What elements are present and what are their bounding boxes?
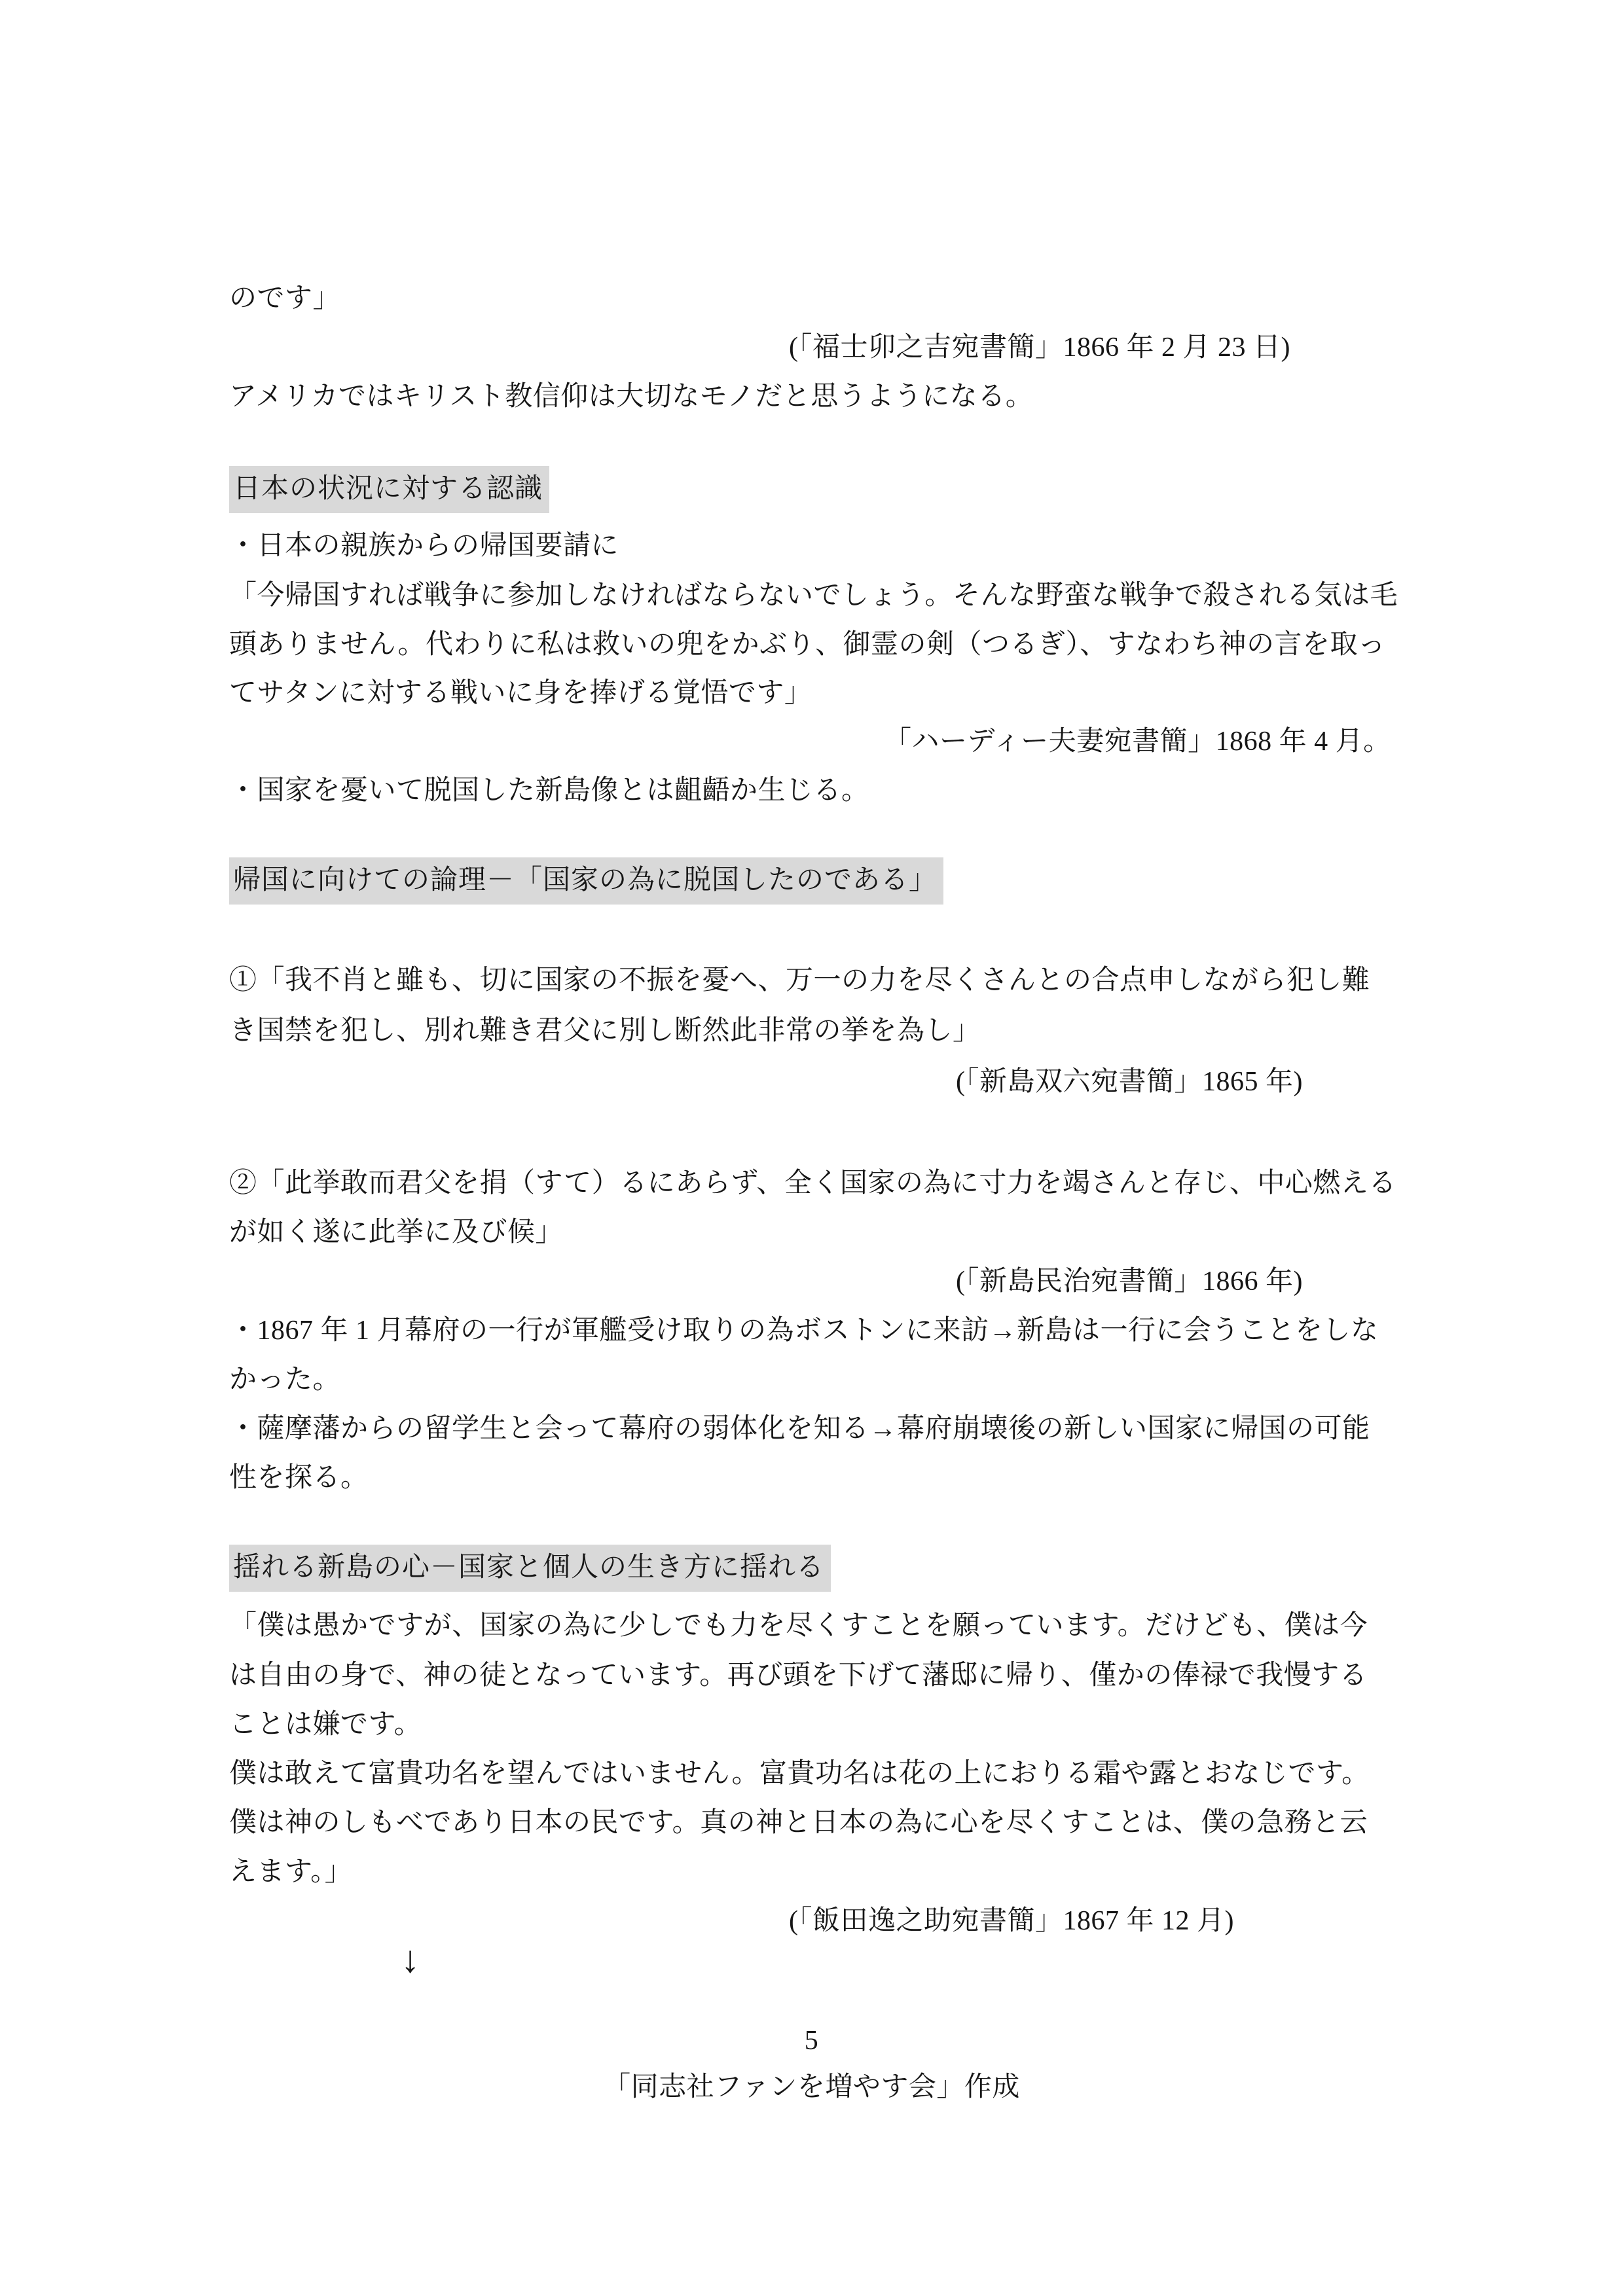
section1-bullet1: ・日本の親族からの帰国要請に — [229, 531, 619, 561]
section1-bullet2: ・国家を憂いて脱国した新島像とは齟齬か生じる。 — [229, 776, 869, 806]
footer-credit: 「同志社ファンを増やす会」作成 — [603, 2072, 1020, 2102]
section3-quote-line4: 僕は敢えて富貴功名を望んではいません。富貴功名は花の上におりる霜や露とおなじです。 — [229, 1759, 1370, 1789]
section2-quote1-line1: ①「我不肖と雖も、切に国家の不振を憂へ、万一の力を尽くさんとの合点申しながら犯し難 — [229, 965, 1370, 996]
down-arrow-icon: ↓ — [401, 1938, 420, 1981]
section2-bullet1-line2: かった。 — [229, 1365, 341, 1395]
section3-quote-line3: ことは嫌です。 — [229, 1710, 422, 1740]
section2-quote1-line2: き国禁を犯し、別れ難き君父に別し断然此非常の挙を為し」 — [229, 1016, 981, 1046]
section3-quote-line1: 「僕は愚かですが、国家の為に少しでも力を尽くすことを願っています。だけども、僕は今 — [229, 1611, 1368, 1641]
citation-tamiharu: (「新島民治宛書簡」1866 年) — [956, 1266, 1303, 1297]
section1-quote-line1: 「今帰国すれば戦争に参加しなければならないでしょう。そんな野蛮な戦争で殺される気は毛 — [229, 581, 1398, 611]
section1-heading — [229, 466, 549, 513]
section2-bullet2-line2: 性を探る。 — [229, 1463, 369, 1493]
section2-heading-highlight: 帰国に向けての論理－「国家の為に脱国したのである」 — [229, 857, 943, 905]
citation-fukushi: (「福士卯之吉宛書簡」1866 年 2 月 23 日) — [789, 332, 1290, 363]
section2-quote2-line1: ②「此挙敢而君父を捐（すて）るにあらず、全く国家の為に寸力を竭さんと存じ、中心燃える — [229, 1168, 1396, 1198]
section2-quote2-line2: が如く遂に此挙に及び候」 — [229, 1217, 564, 1247]
section3-heading — [229, 1545, 831, 1592]
section3-quote-line5: 僕は神のしもべであり日本の民です。真の神と日本の為に心を尽くすことは、僕の急務と云 — [229, 1808, 1368, 1838]
section3-quote-line6: えます。」 — [229, 1857, 353, 1887]
section1-quote-line3: てサタンに対する戦いに身を捧げる覚悟です」 — [229, 678, 812, 708]
section1-heading-highlight: 日本の状況に対する認識 — [229, 466, 549, 513]
section2-heading — [229, 857, 943, 905]
citation-sorokou: (「新島双六宛書簡」1865 年) — [956, 1067, 1303, 1097]
note-america: アメリカではキリスト教信仰は大切なモノだと思うようになる。 — [229, 382, 1034, 412]
section2-bullet1-line1: ・1867 年 1 月幕府の一行が軍艦受け取りの為ボストンに来訪→新島は一行に会うことをしな — [229, 1316, 1379, 1346]
section1-quote-line2: 頭ありません。代わりに私は救いの兜をかぶり、御霊の剣（つるぎ）、すなわち神の言を取っ — [229, 630, 1386, 660]
section3-quote-line2: は自由の身で、神の徒となっています。再び頭を下げて藩邸に帰り、僅かの俸禄で我慢する — [229, 1660, 1368, 1691]
quote-closing-line: のです」 — [229, 283, 341, 314]
citation-hardy: 「ハーディー夫妻宛書簡」1868 年 4 月。 — [884, 726, 1391, 757]
section2-bullet2-line1: ・薩摩藩からの留学生と会って幕府の弱体化を知る→幕府崩壊後の新しい国家に帰国の可能 — [229, 1414, 1370, 1444]
page-number: 5 — [804, 2026, 819, 2056]
section3-heading-highlight: 揺れる新島の心－国家と個人の生き方に揺れる — [229, 1545, 831, 1592]
citation-iida: (「飯田逸之助宛書簡」1867 年 12 月) — [789, 1906, 1234, 1936]
